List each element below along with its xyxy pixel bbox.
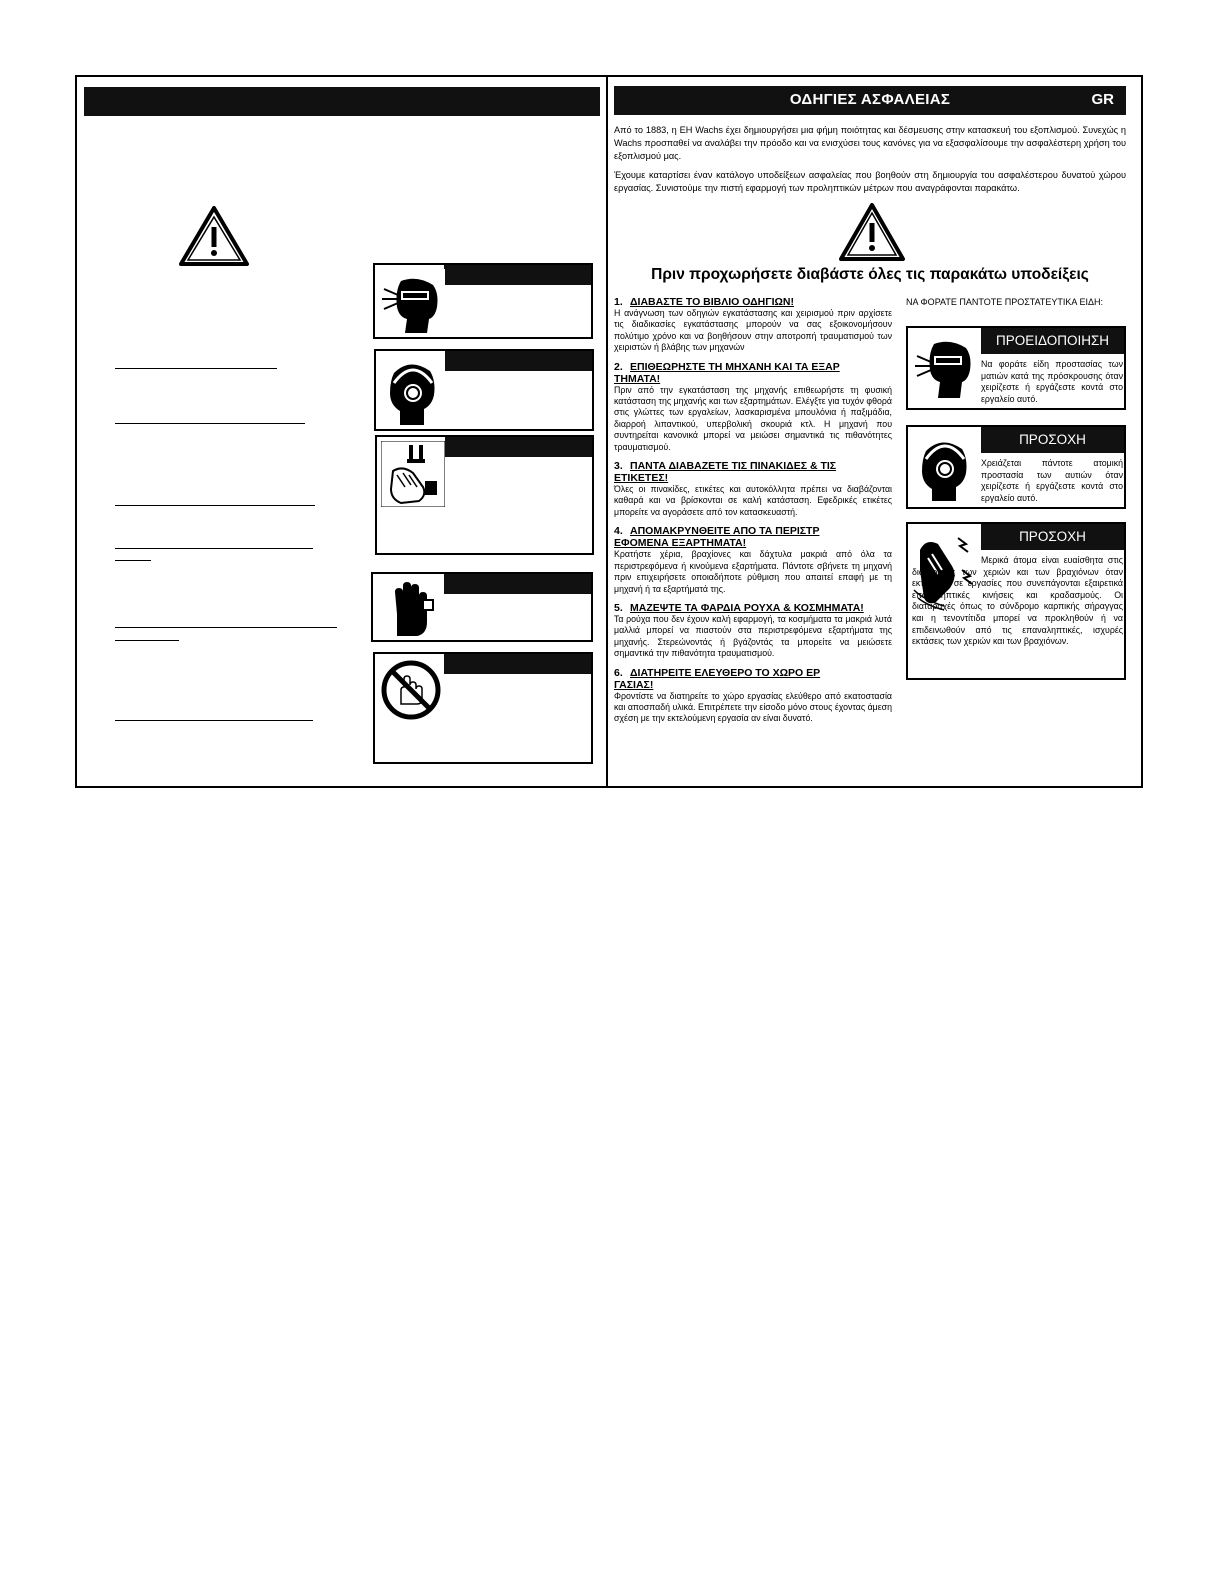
caution-label: ΠΡΟΣΟΧΗ bbox=[981, 427, 1124, 453]
safety-item bbox=[614, 525, 892, 595]
caution-text: Μερικά άτομα είναι ευαίσθητα στις διαταραχές των χεριών και των βραχιόνων όταν εκτίθενται σε εργασίες που συνεπάγονται εξαιρετικά επαναληπτικές κινήσεις και κραδασμούς. Οι διαταραχές όπως το σύνδρομο καρπικής σήραγγας και η τενοντίτιδα μπορεί να προκληθούν ή να επιδεινωθούν από τις επαναληπτικές, ισχυρές εκτάσεις των χεριών και των βραχιόνων. bbox=[912, 555, 1123, 647]
vibration-caution-box bbox=[906, 522, 1126, 680]
item-number: 4. bbox=[614, 525, 623, 538]
left-no-hands-box bbox=[373, 652, 593, 764]
warning-triangle-icon bbox=[178, 205, 250, 267]
item-title-cont: ΕΦΟΜΕΝΑ ΕΞΑΡΤΗΜΑΤΑ! bbox=[614, 537, 747, 550]
item-title-cont: ΕΤΙΚΕΤΕΣ! bbox=[614, 472, 669, 485]
left-underline-5 bbox=[115, 560, 151, 561]
pinch-point-icon bbox=[381, 441, 445, 507]
page-title: ΟΔΗΓΙΕΣ ΑΣΦΑΛΕΙΑΣ bbox=[789, 91, 951, 108]
left-underline-2 bbox=[115, 423, 305, 424]
item-number: 6. bbox=[614, 666, 623, 679]
wear-protection-label: ΝΑ ΦΟΡΑΤΕ ΠΑΝΤΟΤΕ ΠΡΟΣΤΑΤΕΥΤΙΚΑ ΕΙΔΗ: bbox=[906, 297, 1103, 307]
item-title: ΠΑΝΤΑ ΔΙΑΒΑΖΕΤΕ ΤΙΣ ΠΙΝΑΚΙΔΕΣ & ΤΙΣ bbox=[630, 460, 837, 473]
left-pinch-box bbox=[375, 435, 594, 555]
item-title: ΜΑΖΕΨΤΕ ΤΑ ΦΑΡΔΙΑ ΡΟΥΧΑ & ΚΟΣΜΗΜΑΤΑ! bbox=[630, 601, 864, 614]
left-eye-box bbox=[373, 263, 593, 339]
item-title: ΔΙΑΤΗΡΕΙΤΕ ΕΛΕΥΘΕΡΟ ΤΟ ΧΩΡΟ ΕΡ bbox=[630, 666, 821, 679]
item-text: Φροντίστε να διατηρείτε το χώρο εργασίας ελεύθερο από εκατοστασία και αποσπαδή υλικά. Επιτρέπετε την είσοδο μόνο στους έχοντας άμεση σχέση με την εκτελούμενη εργασία αν είναι δυνατό. bbox=[614, 690, 892, 724]
safety-items-column bbox=[614, 296, 892, 732]
item-number: 5. bbox=[614, 601, 623, 614]
left-title-bar bbox=[84, 87, 600, 116]
item-title: ΕΠΙΘΕΩΡΗΣΤΕ ΤΗ ΜΗΧΑΝΗ ΚΑΙ ΤΑ ΕΞΑΡ bbox=[630, 360, 840, 373]
warning-label: ΠΡΟΕΙΔΟΠΟΙΗΣΗ bbox=[981, 328, 1124, 354]
warning-text: Να φοράτε είδη προστασίας των ματιών κατά της πρόσκρουσης όταν χειρίζεστε ή εργάζεστε κοντά στο εργαλείο αυτό. bbox=[981, 359, 1123, 404]
eye-protection-icon bbox=[379, 269, 445, 335]
item-text: Όλες οι πινακίδες, ετικέτες και αυτοκόλλητα πρέπει να διαβάζονται καθαρά και να βρίσκονται σε καλή κατάσταση. Εφεδρικές ετικέτες μπορείτε να αγοράσετε από τον κατασκευαστή. bbox=[614, 484, 892, 517]
safety-item bbox=[614, 361, 892, 453]
item-text: Κρατήστε χέρια, βραχίονες και δάχτυλα μακριά από όλα τα περιστρεφόμενα ή κινούμενα εξαρτήματα. Πάντοτε σβήνετε τη μηχανή πριν επιχειρήσετε οποιαδήποτε ρύθμιση που απαιτεί επαφή με τη μηχανή ή τα εξαρτήματά της. bbox=[614, 549, 892, 594]
left-underline-3 bbox=[115, 505, 315, 506]
hearing-protection-icon bbox=[912, 433, 978, 503]
page-divider bbox=[606, 75, 608, 788]
intro-paragraph-2: Έχουμε καταρτίσει έναν κατάλογο υποδείξεων ασφαλείας που βοηθούν στη δημιουργία του ασφαλέστερου δυνατού χώρου εργασίας. Συνιστούμε την πιστή εφαρμογή των προληπτικών μέτρων που αναγράφονται παρακάτω. bbox=[614, 170, 1126, 193]
safety-item bbox=[614, 296, 892, 354]
safety-title-bar bbox=[614, 86, 1126, 115]
eye-protection-icon bbox=[912, 334, 978, 404]
item-number: 1. bbox=[614, 296, 623, 308]
warning-triangle-icon bbox=[838, 202, 906, 262]
left-underline-7 bbox=[115, 640, 179, 641]
language-code: GR bbox=[1091, 91, 1114, 108]
left-underline-1 bbox=[115, 368, 277, 369]
hearing-caution-box bbox=[906, 425, 1126, 509]
safety-item bbox=[614, 667, 892, 725]
eye-warning-box bbox=[906, 326, 1126, 410]
hearing-protection-icon bbox=[380, 355, 446, 427]
item-title: ΑΠΟΜΑΚΡΥΝΘΕΙΤΕ ΑΠΟ ΤΑ ΠΕΡΙΣΤΡ bbox=[630, 525, 820, 538]
stop-hand-icon bbox=[377, 578, 441, 640]
caution-label: ΠΡΟΣΟΧΗ bbox=[981, 524, 1124, 550]
read-before-heading: Πριν προχωρήσετε διαβάστε όλες τις παρακάτω υποδείξεις bbox=[651, 266, 1089, 283]
caution-text: Χρειάζεται πάντοτε ατομική προστασία των αυτιών όταν χειρίζεστε ή εργάζεστε κοντά στο εργαλείο αυτό. bbox=[981, 458, 1123, 503]
left-hand-box bbox=[371, 572, 593, 642]
item-text: Πριν από την εγκατάσταση της μηχανής επιθεωρήστε τη φυσική κατάσταση της μηχανής και των εξαρτημάτων. Ελέγξτε για τυχόν φθορά στις γλώττες των εργαλείων, λασκαρισμένα μπουλόνια ή παξιμάδια, διαρροή λιπαντικού, υπερβολική σκουριά κτλ. Η μηχανή που συντηρείται κανονικά μπορεί να μειώσει σημαντικά τις πιθανότητες τραυματισμού. bbox=[614, 384, 892, 452]
safety-item bbox=[614, 460, 892, 518]
item-text: Η ανάγνωση των οδηγιών εγκατάστασης και χειρισμού πριν αρχίσετε τις διαδικασίες εγκατάστασης μπορούν να σας εξοικονομήσουν πολύτιμο χρόνο και να βοηθήσουν στην αποτροπή τραυματισμού των χειριστών ή βλάβης των μηχανών bbox=[614, 308, 892, 353]
safety-item bbox=[614, 602, 892, 660]
left-hearing-box bbox=[374, 349, 594, 431]
left-underline-8 bbox=[115, 720, 313, 721]
intro-paragraph-1: Από το 1883, η EH Wachs έχει δημιουργήσει μια φήμη ποιότητας και δέσμευσης στην κατασκευή του εξοπλισμού. Συνεχώς η Wachs προσπαθεί να αναλάβει την πρόοδο και να ενισχύσει τους κανόνες για να εξασφαλίσουμε την ασφαλέστερη χρήση του εξοπλισμού μας. bbox=[614, 125, 1126, 161]
item-number: 3. bbox=[614, 460, 623, 473]
item-title-cont: ΓΑΣΙΑΣ! bbox=[614, 678, 654, 691]
item-title: ΔΙΑΒΑΣΤΕ ΤΟ ΒΙΒΛΙΟ ΟΔΗΓΙΩΝ! bbox=[630, 296, 794, 308]
item-title-cont: ΤΗΜΑΤΑ! bbox=[614, 372, 661, 385]
no-hands-icon bbox=[379, 658, 443, 722]
item-text: Τα ρούχα που δεν έχουν καλή εφαρμογή, τα κοσμήματα τα μακριά λυτά μαλλιά μπορεί να πιαστούν στα περιστρεφόμενα εξαρτήματα της μηχανής. Στερεώνοντάς ή βγάζοντάς τα μπορείτε να μειώσετε σημαντικά την πιθανότητα τραυματισμού. bbox=[614, 613, 892, 659]
item-number: 2. bbox=[614, 360, 623, 373]
left-underline-6 bbox=[115, 627, 337, 628]
left-underline-4 bbox=[115, 548, 313, 549]
